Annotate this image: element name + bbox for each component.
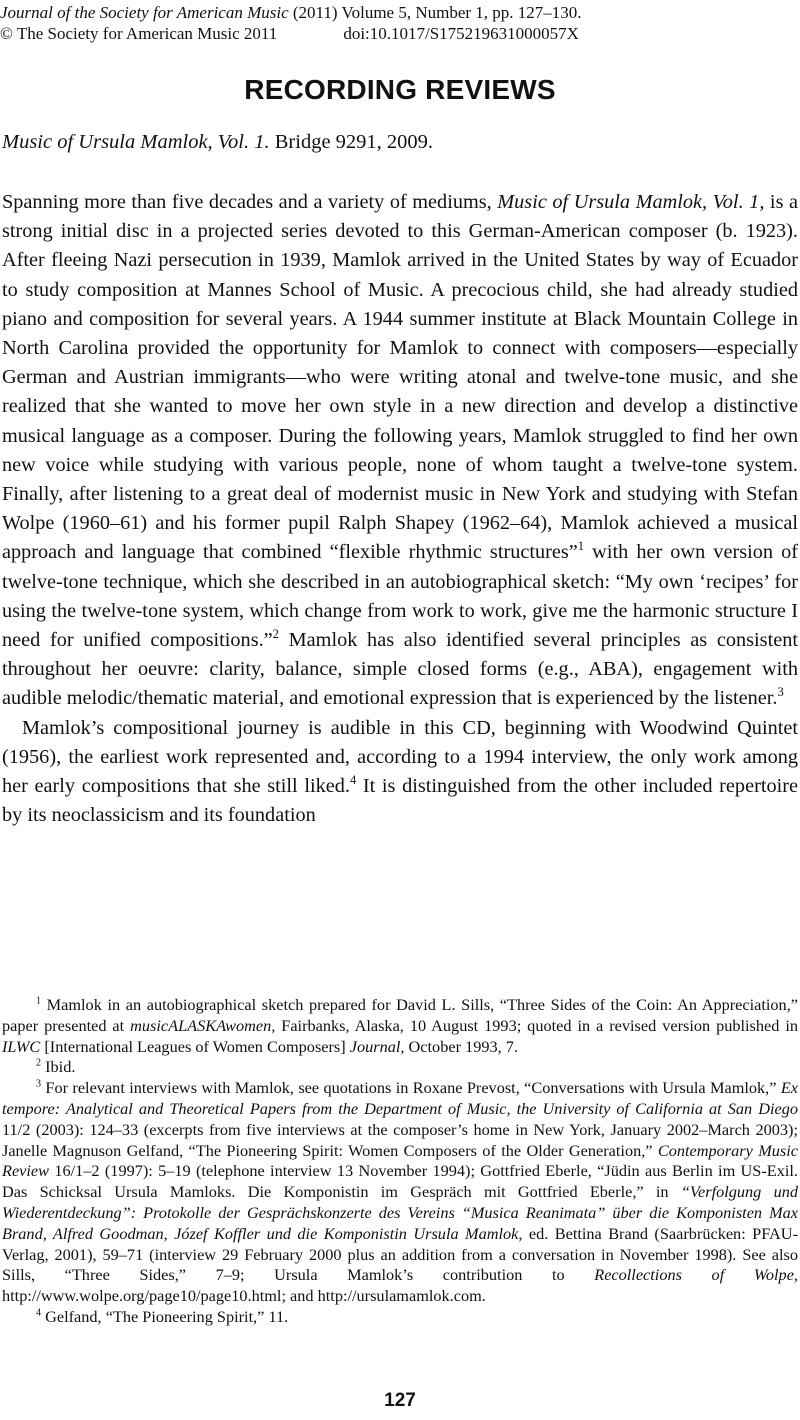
italic-run: musicALASKAwomen, bbox=[130, 1015, 276, 1035]
page-number: 127 bbox=[384, 1390, 416, 1411]
italic-run: “Verfolgung und Wiederentdeckung”: Protokolle der Gesprächskonzerte des Vereins “Musica Reanimata” über die Komponisten Max Brand, Alfred Goodman, Józef Koffler und die Komponistin Ursula Mamlok, bbox=[2, 1182, 798, 1243]
text-run: ; and bbox=[281, 1286, 318, 1306]
text-run: [International Leagues of Women Composers] bbox=[40, 1036, 350, 1056]
paragraph-1 bbox=[2, 188, 798, 714]
recording-publisher: Bridge 9291, 2009. bbox=[269, 131, 434, 153]
recording-title: Music of Ursula Mamlok, Vol. 1. bbox=[2, 131, 270, 153]
copyright: © The Society for American Music 2011 bbox=[0, 24, 278, 43]
running-header bbox=[0, 2, 800, 44]
footnote-1 bbox=[2, 995, 798, 1057]
doi: doi:10.1017/S175219631000057X bbox=[343, 24, 579, 43]
footnote-number: 1 bbox=[36, 995, 42, 1007]
footnote-number: 2 bbox=[36, 1057, 42, 1069]
text-run: Mamlok’s compositional journey is audible in this CD, beginning with Woodwind Quintet (1956), the earliest work represented and, according to a 1994 interview, the only work among her early compositions that she still liked. bbox=[2, 716, 798, 798]
text-run: 16/1–2 (1997): 5–19 (telephone interview 13 November 1994); Gottfried Eberle, “Jüdin aus Berlin im US-Exil. Das Schicksal Ursula Mamloks. Die Komponistin im Gespräch mit Gottfried Eberle,” in bbox=[2, 1161, 798, 1202]
footnote-number: 4 bbox=[36, 1307, 42, 1319]
text-run: is a strong initial disc in a projected series devoted to this German-American composer (b. 1923). After fleeing Nazi persecution in 1939, Mamlok arrived in the United States by way of Ecuador to study composition at Mannes School of Music. A precocious child, she had already studied piano and composition for several years. A 1944 summer institute at Black Mountain College in North Carolina provided the opportunity for Mamlok to connect with composers—especially German and Austrian immigrants—who were writing atonal and twelve-tone music, and she realized that she wanted to move her own style in a new direction and develop a distinctive musical language as a composer. During the following years, Mamlok struggled to find her own new voice while studying with various people, none of whom taught a twelve-tone system. Finally, after listening to a great deal of modernist music in New York and studying with Stefan Wolpe (1960–61) and his former pupil Ralph Shapey (1962–64), Mamlok achieved a musical approach and language that combined “flexible rhythmic structures” bbox=[2, 191, 799, 564]
copyright-line bbox=[0, 23, 800, 44]
journal-info-line bbox=[0, 2, 800, 23]
text-run: Ibid. bbox=[41, 1057, 76, 1077]
text-run: Fairbanks, Alaska, 10 August 1993; quoted in a revised version published in bbox=[275, 1015, 799, 1035]
text-run: For relevant interviews with Mamlok, see quotations in Roxane Prevost, “Conversations with Ursula Mamlok,” bbox=[41, 1078, 781, 1098]
review-body bbox=[2, 188, 798, 830]
journal-name: Journal of the Society for American Music bbox=[0, 3, 289, 22]
issue-details: (2011) Volume 5, Number 1, pp. 127–130. bbox=[292, 3, 582, 22]
footnote-ref-2[interactable]: 2 bbox=[272, 626, 279, 641]
text-run: . bbox=[481, 1286, 486, 1306]
text-run: Mamlok in an autobiographical sketch prepared for David L. Sills, “Three Sides of the Coin: An Appreciation,” paper presented at bbox=[2, 995, 798, 1035]
text-run: Gelfand, “The Pioneering Spirit,” 11. bbox=[41, 1306, 289, 1326]
text-run: It is distinguished from the other included repertoire by its neoclassicism and its foundation bbox=[2, 775, 798, 827]
italic-run: Ex tempore: Analytical and Theoretical Papers from the Department of Music, the University of California at San Diego bbox=[2, 1078, 798, 1118]
text-run: with her own version of twelve-tone technique, which she described in an autobiographical sketch: “My own ‘recipes’ for using the twelve-tone system, which change from work to work, give me the harmonic structure I need for unified compositions.” bbox=[2, 541, 798, 652]
footnote-ref-3[interactable]: 3 bbox=[777, 685, 784, 700]
italic-run: ILWC bbox=[2, 1036, 41, 1056]
paragraph-2 bbox=[2, 714, 798, 831]
text-run: October 1993, 7. bbox=[404, 1036, 518, 1056]
wolpe-link[interactable]: http://www.wolpe.org/page10/page10.html bbox=[2, 1286, 282, 1306]
italic-run: Contemporary Music Review bbox=[2, 1140, 799, 1181]
text-run: Mamlok has also identified several principles as consistent throughout her oeuvre: clarity, balance, simple closed forms (e.g., ABA), engagement with audible melodic/thematic material, and emotional expression that is experienced by the listener. bbox=[2, 629, 798, 710]
italic-run: Journal, bbox=[349, 1036, 405, 1056]
text-run: 11/2 (2003): 124–33 (excerpts from five interviews at the composer’s home in New York, January 2002–March 2003); Janelle Magnuson Gelfand, “The Pioneering Spirit: Women Composers of the Older Generation,” bbox=[2, 1119, 798, 1160]
footnote-number: 3 bbox=[36, 1078, 42, 1090]
italic-run: Recollections of Wolpe, bbox=[594, 1265, 798, 1285]
footnote-2 bbox=[2, 1057, 798, 1078]
footnote-3 bbox=[2, 1078, 798, 1307]
footnote-ref-4[interactable]: 4 bbox=[349, 772, 357, 787]
recording-citation bbox=[2, 131, 433, 154]
footnote-4 bbox=[2, 1307, 798, 1328]
text-run: Spanning more than five decades and a variety of mediums, bbox=[2, 191, 498, 213]
album-title: Music of Ursula Mamlok, Vol. 1, bbox=[497, 191, 765, 213]
section-title: RECORDING REVIEWS bbox=[244, 74, 556, 105]
text-run: ed. Bettina Brand (Saarbrücken: PFAU-Verlag, 2001), 59–71 (interview 29 February 2000 plus an addition from a conversation in November 1998). See also Sills, “Three Sides,” 7–9; Ursula Mamlok’s contribution to bbox=[2, 1223, 798, 1285]
footnote-ref-1[interactable]: 1 bbox=[577, 539, 585, 554]
mamlok-website-link[interactable]: http://ursulamamlok.com bbox=[317, 1286, 482, 1306]
footnotes bbox=[2, 995, 798, 1328]
